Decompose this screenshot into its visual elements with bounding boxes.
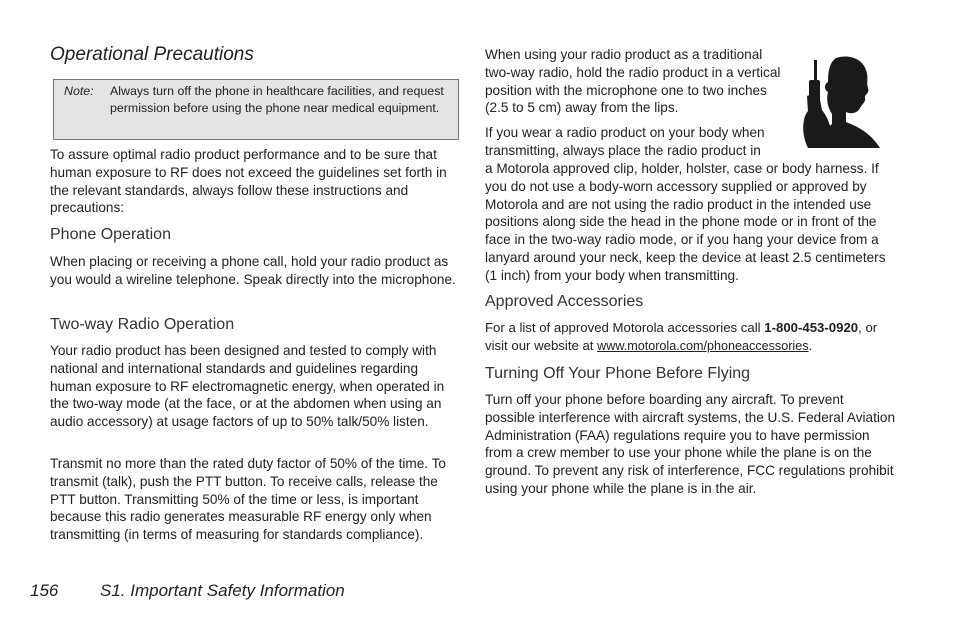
turning-off-phone-heading: Turning Off Your Phone Before Flying	[485, 365, 751, 382]
two-way-radio-heading: Two-way Radio Operation	[50, 316, 235, 333]
note-text: Always turn off the phone in healthcare facilities, and request permission before using the phone near medical equipment.	[110, 84, 444, 115]
phone-operation-heading: Phone Operation	[50, 226, 171, 243]
accessories-phone-number: 1-800-453-0920	[764, 320, 859, 335]
right-paragraph-2a: If you wear a radio product on your body when transmitting, always place the radio product in	[485, 125, 765, 158]
accessories-website-link[interactable]: www.motorola.com/phoneaccessories	[597, 338, 809, 353]
two-way-radio-paragraph-2: Transmit no more than the rated duty factor of 50% of the time. To transmit (talk), push the PTT button. To receive calls, release the PTT button. Transmitting 50% of the time or less, is important because this radio generates measurable RF energy only when transmitting (in terms of measuring for standards compliance).	[50, 456, 446, 543]
phone-operation-text: When placing or receiving a phone call, hold your radio product as you would a wireline telephone. Speak directly into the microphone.	[50, 254, 456, 287]
section-title: Operational Precautions	[50, 44, 254, 65]
right-paragraph-2b: a Motorola approved clip, holder, holster, case or body harness. If you do not use a body-worn accessory supplied or approved by Motorola and are not using the radio product in the intended use positions along side the head in the phone mode or in front of the face in the two-way radio mode, or if you hang your device from a lanyard around your neck, keep the device at least 2.5 centimeters (1 inch) from your body when transmitting.	[485, 161, 886, 283]
intro-paragraph: To assure optimal radio product performance and to be sure that human exposure to RF does not exceed the guidelines set forth in the relevant standards, always follow these instructions and precautions:	[50, 147, 447, 216]
approved-accessories-heading: Approved Accessories	[485, 293, 644, 310]
turning-off-phone-text: Turn off your phone before boarding any aircraft. To prevent possible interference with aircraft systems, the U.S. Federal Aviation Administration (FAA) regulations require you to have permission from a crew member to use your phone while the plane is on the ground. To prevent any risk of interference, FCC regulations prohibit using your phone while the plane is in the air.	[485, 392, 896, 496]
note-box	[53, 79, 459, 140]
accessories-text-end: .	[808, 337, 813, 353]
note-label: Note:	[64, 84, 94, 98]
approved-accessories-text	[485, 319, 897, 356]
accessories-text-pre: For a list of approved Motorola accessories call	[485, 320, 765, 335]
accessories-text-mid: , or visit our website at	[485, 320, 878, 353]
page-number: 156	[30, 581, 59, 600]
footer-section-title: S1. Important Safety Information	[100, 581, 345, 600]
two-way-radio-paragraph-1: Your radio product has been designed and tested to comply with national and international standards and guidelines regarding human exposure to RF electromagnetic energy, when operated in the two-way mode (at the face, or at the abdomen when using an audio accessory) at usage factors of up to 50% talk/50% listen.	[50, 343, 445, 430]
right-paragraph-1: When using your radio product as a traditional two-way radio, hold the radio product in a vertical position with the microphone one to two inches (2.5 to 5 cm) away from the lips.	[485, 47, 781, 116]
person-holding-radio-silhouette-icon	[790, 52, 886, 148]
